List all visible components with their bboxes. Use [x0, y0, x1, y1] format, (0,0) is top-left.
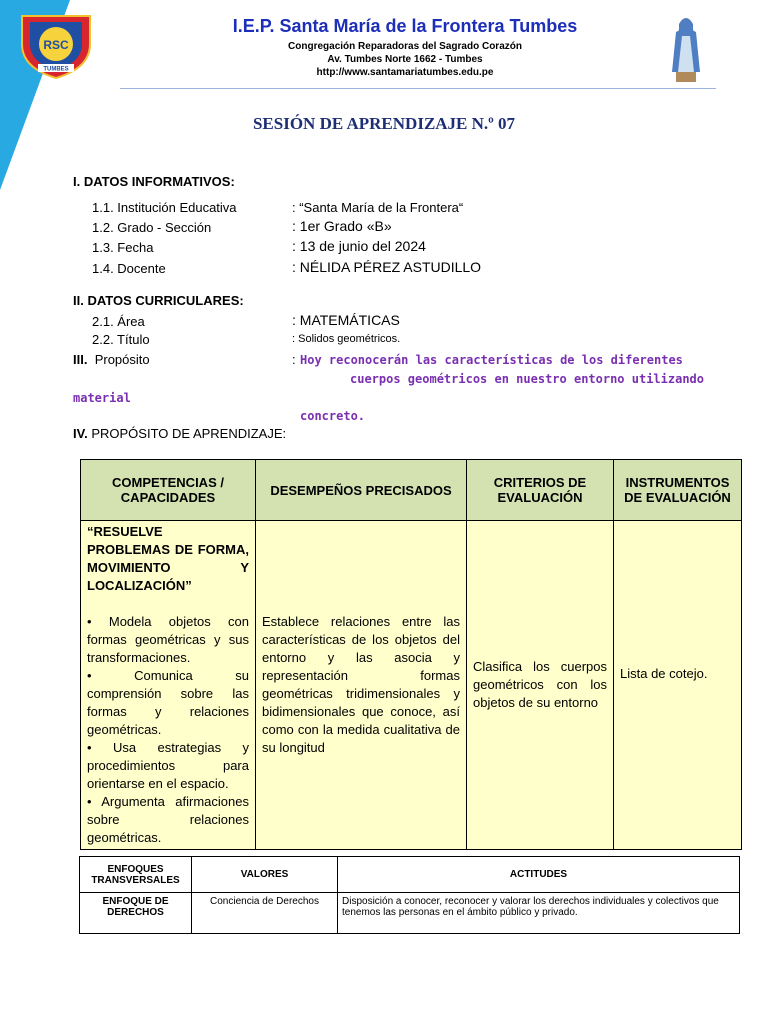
section2-heading: II. DATOS CURRICULARES:	[73, 293, 244, 308]
logo-initials: RSC	[43, 38, 69, 52]
enfoque-cell: ENFOQUE DE DERECHOS	[80, 893, 192, 934]
table-row	[80, 893, 740, 934]
learning-purpose-table	[80, 459, 742, 850]
table-header: COMPETENCIAS / CAPACIDADES	[81, 460, 256, 521]
section3-heading: Propósito	[94, 352, 150, 367]
item-value: : “Santa María de la Frontera“	[292, 200, 464, 215]
table-header: INSTRUMENTOS DE EVALUACIÓN	[614, 460, 742, 521]
congregation-text: Congregación Reparadoras del Sagrado Corazón	[288, 41, 522, 52]
enfoques-table	[79, 856, 740, 934]
item-label: 1.1. Institución Educativa	[92, 200, 237, 215]
purpose-line: concreto.	[300, 409, 366, 423]
table-header: DESEMPEÑOS PRECISADOS	[256, 460, 467, 521]
item-label: 1.3. Fecha	[92, 240, 154, 255]
purpose-line: cuerpos geométricos en nuestro entorno utilizando	[350, 372, 705, 386]
item-value: : MATEMÁTICAS	[292, 312, 400, 328]
criterio-cell: Clasifica los cuerpos geométricos con los objetos de su entorno	[467, 521, 614, 850]
logo-ribbon: TUMBES	[43, 66, 69, 73]
item-value: : 1er Grado «B»	[292, 218, 392, 234]
purpose-line: Hoy reconocerán las características de los diferentes	[300, 353, 683, 367]
section3-number: III.	[73, 352, 88, 367]
competencia-title: “RESUELVE PROBLEMAS DE FORMA, MOVIMIENTO Y LOCALIZACIÓN”	[87, 524, 249, 593]
purpose-line: material	[73, 391, 131, 405]
website-link[interactable]: http://www.santamariatumbes.edu.pe	[316, 67, 494, 78]
item-label: 1.2. Grado - Sección	[92, 220, 212, 235]
address-text: Av. Tumbes Norte 1662 - Tumbes	[327, 54, 483, 65]
item-value: : NÉLIDA PÉREZ ASTUDILLO	[292, 259, 482, 275]
capacidad-item: • Usa estrategias y procedimientos para orientarse en el espacio.	[87, 740, 249, 791]
school-logo	[16, 10, 96, 80]
item-label: 2.1. Área	[92, 314, 145, 329]
table-header: VALORES	[192, 857, 338, 893]
page-title: SESIÓN DE APRENDIZAJE N.º 07	[252, 114, 516, 133]
competencia-cell	[81, 521, 256, 850]
actitud-cell: Disposición a conocer, reconocer y valorar los derechos individuales y colectivos que tenemos las personas en el ámbito público y privado.	[338, 893, 740, 934]
item-value: : Solidos geométricos.	[292, 333, 401, 345]
item-value: : 13 de junio del 2024	[292, 238, 426, 254]
section4-number: IV.	[73, 426, 88, 441]
capacidad-item: • Modela objetos con formas geométricas y sus transformaciones.	[87, 614, 249, 665]
desempeno-cell: Establece relaciones entre las características de los objetos del entorno y las asocia y representación formas geométricas tridimensionales y bidimensionales que conoce, así como con la medida cualitativa de su longitud	[256, 521, 467, 850]
purpose-colon: :	[292, 352, 296, 367]
item-label: 2.2. Título	[92, 332, 150, 347]
table-header: ENFOQUES TRANSVERSALES	[80, 857, 192, 893]
school-name: I.E.P. Santa María de la Frontera Tumbes	[232, 16, 578, 36]
header-divider	[120, 88, 716, 89]
table-header: ACTITUDES	[338, 857, 740, 893]
capacidad-item: • Comunica su comprensión sobre las formas y relaciones geométricas.	[87, 668, 249, 737]
instrumento-cell: Lista de cotejo.	[614, 521, 742, 850]
section1-heading: I. DATOS INFORMATIVOS:	[73, 174, 235, 189]
capacidad-item: • Argumenta afirmaciones sobre relaciones geométricas.	[87, 794, 249, 845]
table-header: CRITERIOS DE EVALUACIÓN	[467, 460, 614, 521]
valor-cell: Conciencia de Derechos	[192, 893, 338, 934]
item-label: 1.4. Docente	[92, 261, 166, 276]
section4-heading: PROPÓSITO DE APRENDIZAJE:	[91, 426, 287, 441]
